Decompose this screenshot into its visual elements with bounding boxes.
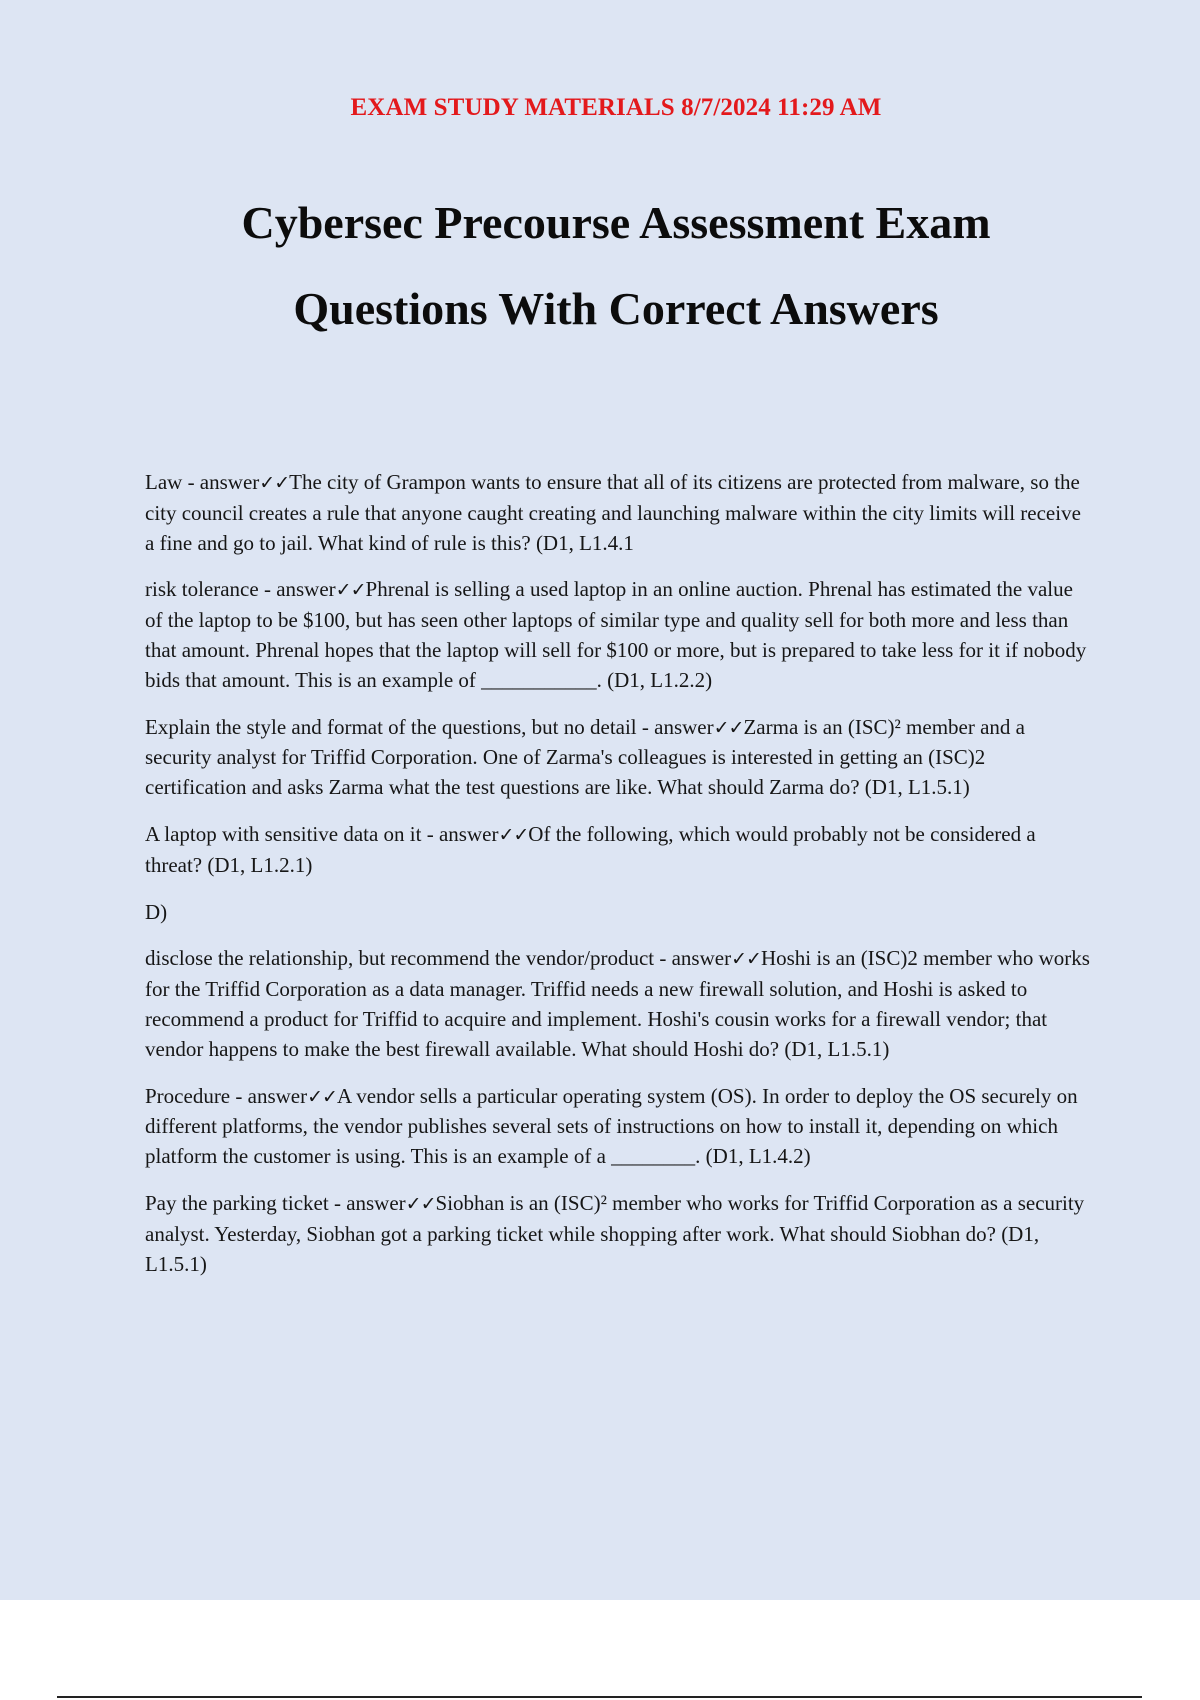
answer-text: Procedure - answer [145,1083,308,1108]
double-check-icon: ✓✓ [335,579,366,602]
page-bottom-divider [57,1696,1142,1698]
double-check-icon: ✓✓ [405,1192,436,1215]
question-text: Siobhan is an (ISC)² member who works for Triffid Corporation as a security analyst. Yesterday, Siobhan got a parking ticket while shopping after work. What should Siobhan do? (D1, L1.5.1) [145,1190,1085,1276]
qa-item [145,713,1090,803]
question-text: Of the following, which would probably not be considered a threat? (D1, L1.2.1) [145,821,1036,877]
qa-item [145,820,1090,881]
answer-text: Explain the style and format of the questions, but no detail - answer [145,714,714,739]
qa-item [145,1189,1090,1279]
question-text: Zarma is an (ISC)² member and a security analyst for Triffid Corporation. One of Zarma's colleagues is interested in getting an (ISC)2 certification and asks Zarma what the test questions are like. What should Zarma do? (D1, L1.5.1) [145,714,1025,800]
qa-item [145,575,1090,695]
question-text: Phrenal is selling a used laptop in an online auction. Phrenal has estimated the value of the laptop to be $100, but has seen other laptops of similar type and quality sell for both more and less than that amount. Phrenal hopes that the laptop will sell for $100 or more, but is prepared to take less for it if nobody bids that amount. This is an example of ___________. (D1, L1.2.2) [145,577,1087,692]
question-text: The city of Grampon wants to ensure that all of its citizens are protected from malware, so the city council creates a rule that anyone caught creating and launching malware within the city limits will receive a fine and go to jail. What kind of rule is this? (D1, L1.4.1 [145,470,1081,555]
double-check-icon: ✓✓ [307,1085,337,1108]
answer-text: Law - answer [145,470,260,494]
document-title [0,180,1200,352]
qa-item [145,1082,1090,1172]
answer-text: disclose the relationship, but recommend the vendor/product - answer [145,946,732,971]
answer-text: Pay the parking ticket - answer [145,1190,406,1215]
title-line-1: Cybersec Precourse Assessment Exam [241,197,991,248]
qa-item [145,944,1090,1064]
double-check-icon: ✓✓ [259,472,290,494]
exam-stamp-header: EXAM STUDY MATERIALS 8/7/2024 11:29 AM [350,94,882,121]
question-text: A vendor sells a particular operating system (OS). In order to deploy the OS securely on different platforms, the vendor publishes several sets of instructions on how to install it, depending on which platform the customer is using. This is an example of a ________. (D1, L1.4.2) [145,1083,1078,1169]
double-check-icon: ✓✓ [498,823,529,846]
double-check-icon: ✓✓ [731,948,761,971]
qa-item [145,468,1090,558]
answer-text: A laptop with sensitive data on it - answer [145,821,499,846]
question-answer-list [145,468,1090,1296]
question-text: Hoshi is an (ISC)2 member who works for the Triffid Corporation as a data manager. Triffid needs a new firewall solution, and Hoshi is asked to recommend a product for Triffid to acquire and implement. Hoshi's cousin works for a firewall vendor; that vendor happens to make the best firewall available. What should Hoshi do? (D1, L1.5.1) [145,946,1090,1061]
double-check-icon: ✓✓ [713,716,744,739]
answer-text: risk tolerance - answer [145,577,336,602]
standalone-note: D) [145,899,168,924]
title-line-2: Questions With Correct Answers [293,283,939,334]
